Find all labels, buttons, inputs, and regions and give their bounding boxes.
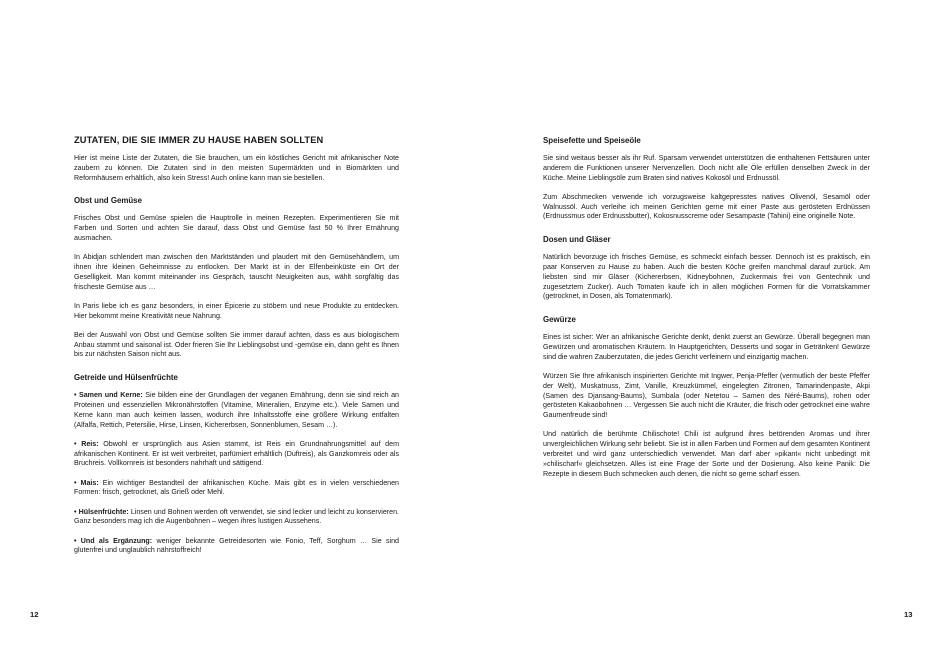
obst-paragraph: In Abidjan schlendert man zwischen den Marktständen und plaudert mit den Gemüsehändlern, um ihnen ihre kleinen Geheimnisse zu entlocken. Der Markt ist in der Elfenbeinküste ein Ort der Geselligkeit. Man kommt miteinander ins Gespräch, tauscht Neuigkeiten aus, wählt sorgfältig das frischeste Gemüse aus …	[74, 253, 399, 291]
item-text: Linsen und Bohnen werden oft verwendet, sie sind lecker und leicht zu konservieren. Ganz besonders mag ich die Augenbohnen – wegen ihres lustigen Aussehens.	[74, 507, 399, 526]
item-text: weniger bekannte Getreidesorten wie Fonio, Teff, Sorghum … Sie sind glutenfrei und unglaublich nährstoffreich!	[74, 536, 399, 555]
speisefette-paragraph: Sie sind weitaus besser als ihr Ruf. Sparsam verwendet unterstützen die enthaltenen Fettsäuren unter anderem die Funktionen unserer Nervenzellen. Doch nicht alle Öle erfüllen denselben Zweck in der Küche. Meine Lieblingsöle zum Braten sind natives Kokosöl und Erdnussöl.	[543, 153, 870, 182]
list-item-reis	[74, 440, 399, 470]
item-text: Ein wichtiger Bestandteil der afrikanischen Küche. Mais gibt es in vielen verschiedenen Formen: frisch, getrocknet, als Grieß oder Mehl.	[74, 478, 399, 497]
speisefette-paragraph: Zum Abschmecken verwende ich vorzugsweise kaltgepresstes natives Olivenöl, Sesamöl oder Walnussöl. Auch verleihe ich meinen Gerichten gerne mit einer Paste aus gerösteten Erdnüssen (Erdnussmus oder Erdnussbutter), Kokosnusscreme oder Sesampaste (Tahini) eine originelle Note.	[543, 192, 870, 221]
left-page	[0, 0, 473, 648]
item-lead: • Reis:	[74, 439, 99, 448]
item-lead: • Hülsenfrüchte:	[74, 507, 129, 516]
section-heading-dosen: Dosen und Gläser	[543, 235, 611, 245]
section-heading-obst: Obst und Gemüse	[74, 196, 142, 206]
page-title: ZUTATEN, DIE SIE IMMER ZU HAUSE HABEN SOLLTEN	[74, 135, 324, 145]
obst-paragraph: In Paris liebe ich es ganz besonders, in einer Épicerie zu stöbern und neue Produkte zu entdecken. Hier bekommt meine Kreativität neue Nahrung.	[74, 301, 399, 320]
gewuerze-paragraph: Würzen Sie Ihre afrikanisch inspirierten Gerichte mit Ingwer, Penja-Pfeffer (vermutlich der beste Pfeffer der Welt), Muskatnuss, Zimt, Vanille, Kreuzkümmel, eingelegten Zitronen, Tamarindenpaste, Akpi (Samen des Djansang-Baums), Sumbala (oder Netetou – Samen des Néré-Baums), rohen oder gerösteten Kakaobohnen … Vergessen Sie auch nicht die Kräuter, die frisch oder getrocknet eine wahre Gaumenfreude sind!	[543, 371, 870, 420]
list-item-mais	[74, 479, 399, 499]
gewuerze-paragraph: Und natürlich die berühmte Chilischote! Chili ist aufgrund ihres betörenden Aromas und ihrer unvergleichlichen Wirkung sehr beliebt. Sie ist in allen Farben und Formen auf dem gesamten Kontinent verbreitet und wird ganz unterschiedlich verwendet. Man darf aber »pikant« nicht unbedingt mit »chilischarf« gleichsetzen. Alles ist eine Frage der Sorte und der Dosierung. Also keine Panik: Die Rezepte in diesem Buch schmecken auch denen, die nicht so gerne scharf essen.	[543, 430, 870, 478]
dosen-paragraph: Natürlich bevorzuge ich frisches Gemüse, es schmeckt einfach besser. Dennoch ist es praktisch, ein paar Konserven zu Hause zu haben. Auch die besten Köche greifen manchmal darauf zurück. Am liebsten sind mir Gläser (Kichererbsen, Kidneybohnen, Zuckermais frei von Gentechnik und zugesetztem Zucker). Auch Tomaten kaufe ich in allen möglichen Formen für die Vorratskammer (getrocknet, in Dosen, als Tomatenmark).	[543, 253, 870, 301]
section-heading-gewuerze: Gewürze	[543, 315, 576, 325]
item-text: Sie bilden eine der Grundlagen der veganen Ernährung, denn sie sind reich an Proteinen und essenziellen Mikronährstoffen (Vitamine, Mineralien, Enzyme etc.). Viele Samen und Kerne kann man auch keimen lassen, wodurch ihre Inhaltsstoffe eine größere Wirkung entfalten (Alfalfa, Rettich, Petersilie, Hirse, Linsen, Kichererbsen, Sonnenblumen, Sesam …).	[74, 391, 399, 429]
right-page	[474, 0, 947, 648]
section-heading-getreide: Getreide und Hülsenfrüchte	[74, 373, 178, 383]
item-text: Obwohl er ursprünglich aus Asien stammt, ist Reis ein Grundnahrungsmittel auf dem afrikanischen Kontinent. Er ist weit verbreitet, parfümiert erhältlich (Duftreis), als Ganzkornreis oder als Bruchreis. Vollkornreis ist besonders nahrhaft und sättigend.	[74, 439, 399, 468]
item-lead: • Mais:	[74, 478, 99, 487]
list-item-ergaenzung	[74, 537, 399, 557]
page-number-right: 13	[904, 610, 913, 619]
left-column	[74, 133, 399, 566]
item-lead: • Und als Ergänzung:	[74, 536, 153, 545]
gewuerze-paragraph: Eines ist sicher: Wer an afrikanische Gerichte denkt, denkt zuerst an Gewürze. Überall begegnen man Gewürzen und aromatischen Kräutern. In Hauptgerichten, Desserts und sogar in Getränken! Gewürze sind die wahren Zauberzutaten, die jedes Gericht verfeinern und einzigartig machen.	[543, 333, 870, 361]
right-column	[543, 133, 870, 489]
list-item-samen	[74, 391, 399, 430]
obst-paragraph: Frisches Obst und Gemüse spielen die Hauptrolle in meinen Rezepten. Experimentieren Sie mit Farben und Sorten und achten Sie darauf, dass Obst und Gemüse fast 50 % Ihrer Ernährung ausmachen.	[74, 214, 399, 242]
item-lead: • Samen und Kerne:	[74, 391, 143, 400]
page-number-left: 12	[30, 610, 39, 619]
section-heading-speisefette: Speisefette und Speiseöle	[543, 136, 641, 145]
intro-paragraph: Hier ist meine Liste der Zutaten, die Sie brauchen, um ein köstliches Gericht mit afrikanischer Note zaubern zu können. Die Zutaten sind in den meisten Supermärkten und in Biomärkten und Reformhäusern erhältlich, also kein Stress! Auch online kann man sie bestellen.	[74, 153, 399, 182]
list-item-huelsenfruechte	[74, 508, 399, 528]
obst-paragraph: Bei der Auswahl von Obst und Gemüse sollten Sie immer darauf achten, dass es aus biologischem Anbau stammt und saisonal ist. Oder frieren Sie Ihr Lieblingsobst und -gemüse ein, dann geht es Ihnen bis zur nächsten Saison nicht aus.	[74, 330, 399, 359]
